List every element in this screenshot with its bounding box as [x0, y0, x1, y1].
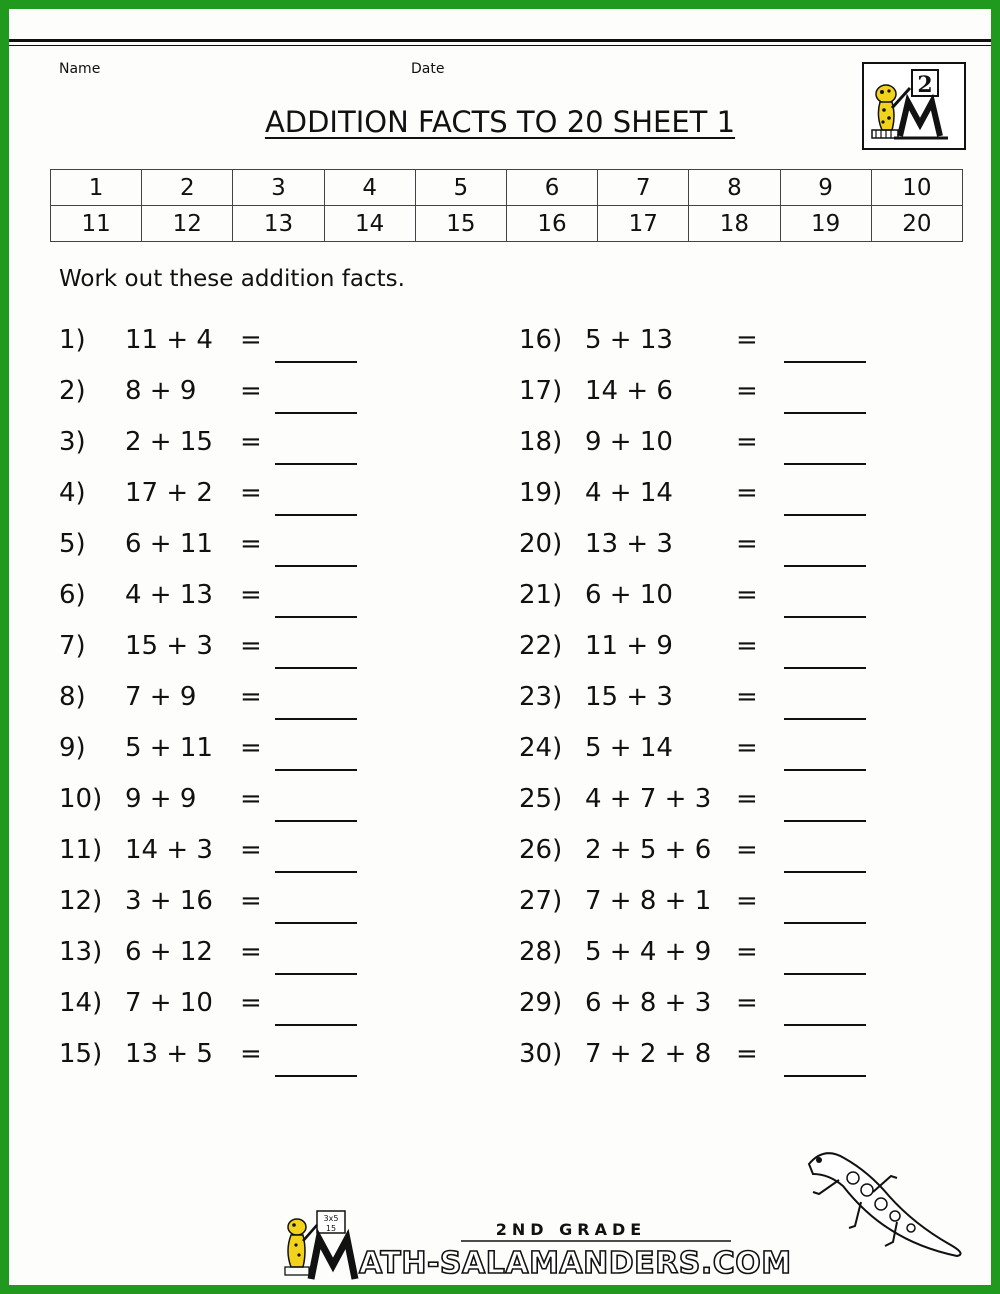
problem-expression: 7 + 2 + 8: [585, 1039, 712, 1069]
problem-number: 20): [519, 529, 563, 559]
grid-cell: 19: [780, 206, 871, 242]
answer-blank[interactable]: [275, 973, 357, 975]
grid-cell: 13: [233, 206, 324, 242]
problem-item: [519, 886, 899, 926]
equals-sign: =: [736, 835, 758, 865]
problem-number: 2): [59, 376, 86, 406]
problem-item: [59, 886, 439, 926]
problem-number: 8): [59, 682, 86, 712]
grid-cell: 11: [51, 206, 142, 242]
problem-expression: 3 + 16: [125, 886, 213, 916]
problem-expression: 2 + 15: [125, 427, 213, 457]
problem-item: [59, 682, 439, 722]
site-name-text: ATH-SALAMANDERS.COM: [359, 1246, 792, 1281]
equals-sign: =: [736, 1039, 758, 1069]
problem-expression: 13 + 3: [585, 529, 673, 559]
grade-text: 2ND GRADE: [495, 1220, 647, 1239]
problem-number: 10): [59, 784, 103, 814]
problem-expression: 5 + 14: [585, 733, 673, 763]
grid-cell: 18: [689, 206, 780, 242]
problem-item: [519, 580, 899, 620]
worksheet-title: ADDITION FACTS TO 20 SHEET 1: [264, 105, 736, 139]
problem-expression: 13 + 5: [125, 1039, 213, 1069]
problem-number: 9): [59, 733, 86, 763]
problem-expression: 15 + 3: [125, 631, 213, 661]
problem-number: 11): [59, 835, 103, 865]
equals-sign: =: [736, 937, 758, 967]
equals-sign: =: [240, 376, 262, 406]
equals-sign: =: [240, 886, 262, 916]
problem-item: [519, 427, 899, 467]
problem-item: [59, 988, 439, 1028]
problem-number: 22): [519, 631, 563, 661]
grid-row: [51, 170, 963, 206]
problem-expression: 14 + 3: [125, 835, 213, 865]
equals-sign: =: [736, 529, 758, 559]
answer-blank[interactable]: [784, 820, 866, 822]
problem-number: 25): [519, 784, 563, 814]
answer-blank[interactable]: [784, 973, 866, 975]
answer-blank[interactable]: [275, 820, 357, 822]
problem-number: 1): [59, 325, 86, 355]
salamander-teacher-icon: [864, 64, 964, 148]
answer-blank[interactable]: [784, 922, 866, 924]
problem-number: 3): [59, 427, 86, 457]
salamander-illustration: [799, 1144, 969, 1273]
problem-item: [59, 784, 439, 824]
problem-item: [519, 835, 899, 875]
problem-expression: 11 + 4: [125, 325, 213, 355]
equals-sign: =: [736, 376, 758, 406]
grid-cell: 12: [142, 206, 233, 242]
grid-cell: 3: [233, 170, 324, 206]
answer-blank[interactable]: [275, 514, 357, 516]
problem-expression: 4 + 7 + 3: [585, 784, 712, 814]
problem-expression: 14 + 6: [585, 376, 673, 406]
problem-number: 15): [59, 1039, 103, 1069]
equals-sign: =: [736, 988, 758, 1018]
grid-cell: 7: [598, 170, 689, 206]
problem-number: 23): [519, 682, 563, 712]
svg-text:15: 15: [325, 1224, 337, 1233]
name-label: Name: [59, 61, 101, 77]
equals-sign: =: [736, 478, 758, 508]
problem-number: 7): [59, 631, 86, 661]
answer-blank[interactable]: [784, 616, 866, 618]
grid-cell: 15: [415, 206, 506, 242]
problem-item: [59, 835, 439, 875]
problem-item: [59, 325, 439, 365]
equals-sign: =: [736, 682, 758, 712]
answer-blank[interactable]: [275, 667, 357, 669]
grid-cell: 9: [780, 170, 871, 206]
problem-number: 27): [519, 886, 563, 916]
problem-number: 17): [519, 376, 563, 406]
answer-blank[interactable]: [275, 412, 357, 414]
equals-sign: =: [240, 580, 262, 610]
problem-item: [59, 427, 439, 467]
answer-blank[interactable]: [275, 769, 357, 771]
problem-number: 28): [519, 937, 563, 967]
equals-sign: =: [736, 784, 758, 814]
answer-blank[interactable]: [784, 769, 866, 771]
equals-sign: =: [736, 733, 758, 763]
answer-blank[interactable]: [784, 514, 866, 516]
problem-expression: 8 + 9: [125, 376, 197, 406]
problem-item: [519, 784, 899, 824]
grid-cell: 2: [142, 170, 233, 206]
problem-item: [59, 529, 439, 569]
grid-cell: 20: [871, 206, 962, 242]
answer-blank[interactable]: [275, 616, 357, 618]
problem-item: [59, 478, 439, 518]
equals-sign: =: [240, 784, 262, 814]
answer-blank[interactable]: [784, 565, 866, 567]
site-logo: [271, 1205, 792, 1287]
answer-blank[interactable]: [784, 361, 866, 363]
problem-expression: 7 + 9: [125, 682, 197, 712]
equals-sign: =: [240, 325, 262, 355]
problem-item: [519, 1039, 899, 1079]
problem-number: 21): [519, 580, 563, 610]
grade-number: 2: [917, 72, 933, 98]
equals-sign: =: [240, 631, 262, 661]
answer-blank[interactable]: [784, 871, 866, 873]
problem-expression: 6 + 8 + 3: [585, 988, 712, 1018]
worksheet-page: [9, 9, 991, 1285]
equals-sign: =: [736, 631, 758, 661]
answer-blank[interactable]: [275, 463, 357, 465]
problem-number: 13): [59, 937, 103, 967]
problem-number: 5): [59, 529, 86, 559]
problem-number: 30): [519, 1039, 563, 1069]
problem-expression: 5 + 13: [585, 325, 673, 355]
top-rule: [9, 39, 991, 46]
problem-number: 19): [519, 478, 563, 508]
problem-expression: 5 + 4 + 9: [585, 937, 712, 967]
problem-item: [519, 682, 899, 722]
problem-expression: 11 + 9: [585, 631, 673, 661]
problem-number: 26): [519, 835, 563, 865]
problem-expression: 15 + 3: [585, 682, 673, 712]
salamander-icon: [799, 1144, 969, 1269]
grid-cell: 1: [51, 170, 142, 206]
answer-blank[interactable]: [275, 361, 357, 363]
answer-blank[interactable]: [275, 718, 357, 720]
grid-cell: 6: [506, 170, 597, 206]
problem-item: [519, 529, 899, 569]
grid-cell: 5: [415, 170, 506, 206]
problem-number: 14): [59, 988, 103, 1018]
math-salamanders-logo: [271, 1205, 792, 1283]
problem-item: [519, 478, 899, 518]
problem-item: [59, 937, 439, 977]
problem-number: 4): [59, 478, 86, 508]
answer-blank[interactable]: [275, 1024, 357, 1026]
problem-item: [59, 1039, 439, 1079]
problem-number: 16): [519, 325, 563, 355]
grade-logo: [862, 62, 966, 150]
problem-expression: 2 + 5 + 6: [585, 835, 712, 865]
equals-sign: =: [240, 478, 262, 508]
problem-number: 29): [519, 988, 563, 1018]
problem-item: [59, 580, 439, 620]
problem-expression: 9 + 10: [585, 427, 673, 457]
problem-item: [519, 937, 899, 977]
problem-expression: 7 + 10: [125, 988, 213, 1018]
problem-item: [59, 733, 439, 773]
answer-blank[interactable]: [784, 1075, 866, 1077]
equals-sign: =: [240, 733, 262, 763]
problem-number: 12): [59, 886, 103, 916]
grid-cell: 17: [598, 206, 689, 242]
problem-item: [519, 376, 899, 416]
instruction-text: Work out these addition facts.: [59, 266, 405, 292]
equals-sign: =: [736, 580, 758, 610]
problem-expression: 4 + 13: [125, 580, 213, 610]
problem-item: [519, 325, 899, 365]
problem-expression: 7 + 8 + 1: [585, 886, 712, 916]
equals-sign: =: [240, 427, 262, 457]
problem-expression: 9 + 9: [125, 784, 197, 814]
equals-sign: =: [240, 835, 262, 865]
problem-item: [59, 631, 439, 671]
problem-item: [519, 733, 899, 773]
grid-cell: 14: [324, 206, 415, 242]
problem-expression: 6 + 11: [125, 529, 213, 559]
problem-expression: 17 + 2: [125, 478, 213, 508]
problem-expression: 4 + 14: [585, 478, 673, 508]
equals-sign: =: [736, 427, 758, 457]
answer-blank[interactable]: [784, 1024, 866, 1026]
svg-text:3x5: 3x5: [323, 1214, 339, 1223]
answer-blank[interactable]: [275, 871, 357, 873]
answer-blank[interactable]: [784, 463, 866, 465]
answer-blank[interactable]: [784, 718, 866, 720]
number-line-grid: [50, 169, 963, 242]
answer-blank[interactable]: [784, 667, 866, 669]
problem-item: [519, 988, 899, 1028]
problem-number: 18): [519, 427, 563, 457]
equals-sign: =: [240, 682, 262, 712]
answer-blank[interactable]: [784, 412, 866, 414]
equals-sign: =: [240, 529, 262, 559]
problem-item: [59, 376, 439, 416]
problem-item: [519, 631, 899, 671]
grid-cell: 16: [506, 206, 597, 242]
answer-blank[interactable]: [275, 565, 357, 567]
problem-expression: 6 + 12: [125, 937, 213, 967]
grid-cell: 4: [324, 170, 415, 206]
answer-blank[interactable]: [275, 1075, 357, 1077]
equals-sign: =: [736, 325, 758, 355]
equals-sign: =: [736, 886, 758, 916]
problem-expression: 5 + 11: [125, 733, 213, 763]
answer-blank[interactable]: [275, 922, 357, 924]
equals-sign: =: [240, 937, 262, 967]
problem-number: 6): [59, 580, 86, 610]
grid-cell: 8: [689, 170, 780, 206]
grid-row: [51, 206, 963, 242]
problem-expression: 6 + 10: [585, 580, 673, 610]
date-label: Date: [411, 61, 445, 77]
problem-number: 24): [519, 733, 563, 763]
grid-cell: 10: [871, 170, 962, 206]
equals-sign: =: [240, 988, 262, 1018]
equals-sign: =: [240, 1039, 262, 1069]
